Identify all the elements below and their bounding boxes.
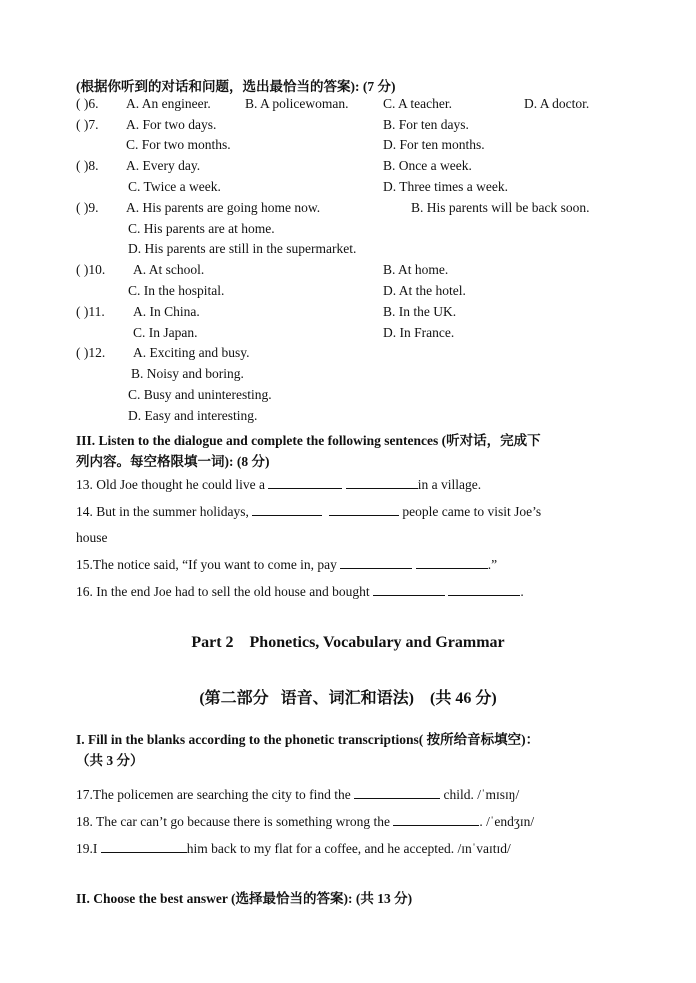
part2-title: Part 2 Phonetics, Vocabulary and Grammar — [191, 634, 505, 651]
q7-option-b: B. For ten days. — [383, 117, 469, 132]
q6-number: ( )6. — [76, 96, 99, 111]
q7-number: ( )7. — [76, 117, 99, 132]
q11-option-d: D. In France. — [383, 325, 455, 340]
q14-blank-2[interactable] — [329, 503, 399, 516]
q15-text-before: 15.The notice said, “If you want to come in, pay — [76, 557, 341, 572]
section-iii-heading-line2: 列内容。每空格限填一词): (8 分) — [76, 454, 270, 469]
q15-text-after: .” — [487, 557, 498, 572]
q10-option-a: A. At school. — [133, 262, 205, 277]
q15-blank-2[interactable] — [416, 556, 488, 569]
q11-option-b: B. In the UK. — [383, 304, 457, 319]
q13-blank-2[interactable] — [346, 476, 418, 489]
q12-number: ( )12. — [76, 345, 106, 360]
q18-text-after: . /ˈendʒɪn/ — [479, 814, 535, 829]
q11-option-a: A. In China. — [133, 304, 200, 319]
part2-section-i-heading-line2: （共 3 分） — [76, 753, 144, 768]
q15-sentence — [76, 556, 497, 573]
q17-text-after: child. /ˈmɪsɪŋ/ — [440, 787, 520, 802]
q13-blank-1[interactable] — [268, 476, 342, 489]
q16-blank-2[interactable] — [448, 583, 520, 596]
q16-sentence — [76, 583, 524, 600]
q18-blank[interactable] — [393, 813, 479, 826]
q14-sentence — [76, 503, 541, 520]
q16-text-after: . — [520, 584, 524, 599]
q13-sentence — [76, 476, 481, 493]
q12-option-c: C. Busy and uninteresting. — [128, 387, 272, 402]
q11-number: ( )11. — [76, 304, 105, 319]
q7-option-d: D. For ten months. — [383, 137, 485, 152]
q19-sentence — [76, 840, 511, 857]
q18-sentence — [76, 813, 534, 830]
q18-text-before: 18. The car can’t go because there is something wrong the — [76, 814, 394, 829]
q12-option-a: A. Exciting and busy. — [133, 345, 250, 360]
q16-text-before: 16. In the end Joe had to sell the old house and bought — [76, 584, 373, 599]
part2-subtitle: (第二部分 语音、词汇和语法) (共 46 分) — [199, 690, 497, 707]
q6-option-c: C. A teacher. — [383, 96, 452, 111]
q16-blank-1[interactable] — [373, 583, 445, 596]
q19-blank[interactable] — [101, 840, 187, 853]
q14-blank-1[interactable] — [252, 503, 322, 516]
q19-text-after: him back to my flat for a coffee, and he accepted. /ɪnˈvaɪtɪd/ — [186, 841, 511, 856]
part2-section-i-heading-line1: I. Fill in the blanks according to the phonetic transcriptions( 按所给音标填空)： — [76, 732, 540, 747]
q15-blank-1[interactable] — [340, 556, 412, 569]
q14-line2: house — [76, 530, 108, 545]
q8-option-d: D. Three times a week. — [383, 179, 508, 194]
q10-option-d: D. At the hotel. — [383, 283, 466, 298]
q9-option-d: D. His parents are still in the supermarket. — [128, 241, 357, 256]
q8-option-a: A. Every day. — [126, 158, 201, 173]
q10-option-b: B. At home. — [383, 262, 449, 277]
section-ii-instruction: (根据你听到的对话和问题，选出最恰当的答案): (7 分) — [76, 79, 396, 94]
q9-option-b: B. His parents will be back soon. — [411, 200, 590, 215]
q7-option-c: C. For two months. — [126, 137, 231, 152]
q6-option-b: B. A policewoman. — [245, 96, 349, 111]
q13-text-after: in a village. — [417, 477, 482, 492]
q12-option-d: D. Easy and interesting. — [128, 408, 258, 423]
q11-option-c: C. In Japan. — [133, 325, 198, 340]
q9-option-c: C. His parents are at home. — [128, 221, 275, 236]
q10-option-c: C. In the hospital. — [128, 283, 225, 298]
q8-option-b: B. Once a week. — [383, 158, 472, 173]
q6-option-a: A. An engineer. — [126, 96, 211, 111]
q12-option-b: B. Noisy and boring. — [131, 366, 244, 381]
q7-option-a: A. For two days. — [126, 117, 217, 132]
q8-option-c: C. Twice a week. — [128, 179, 221, 194]
q9-option-a: A. His parents are going home now. — [126, 200, 321, 215]
q17-sentence — [76, 786, 519, 803]
q10-number: ( )10. — [76, 262, 106, 277]
q17-blank[interactable] — [354, 786, 440, 799]
q19-text-before: 19.I — [76, 841, 101, 856]
q14-text-before: 14. But in the summer holidays, — [76, 504, 253, 519]
q17-text-before: 17.The policemen are searching the city to find the — [76, 787, 355, 802]
part2-section-ii-heading: II. Choose the best answer (选择最恰当的答案): (共 13 分) — [76, 891, 413, 906]
q9-number: ( )9. — [76, 200, 99, 215]
q14-text-after: people came to visit Joe’s — [399, 504, 542, 519]
q13-text-before: 13. Old Joe thought he could live a — [76, 477, 269, 492]
q8-number: ( )8. — [76, 158, 99, 173]
q6-option-d: D. A doctor. — [524, 96, 590, 111]
section-iii-heading-line1: III. Listen to the dialogue and complete the following sentences (听对话，完成下 — [76, 433, 541, 448]
